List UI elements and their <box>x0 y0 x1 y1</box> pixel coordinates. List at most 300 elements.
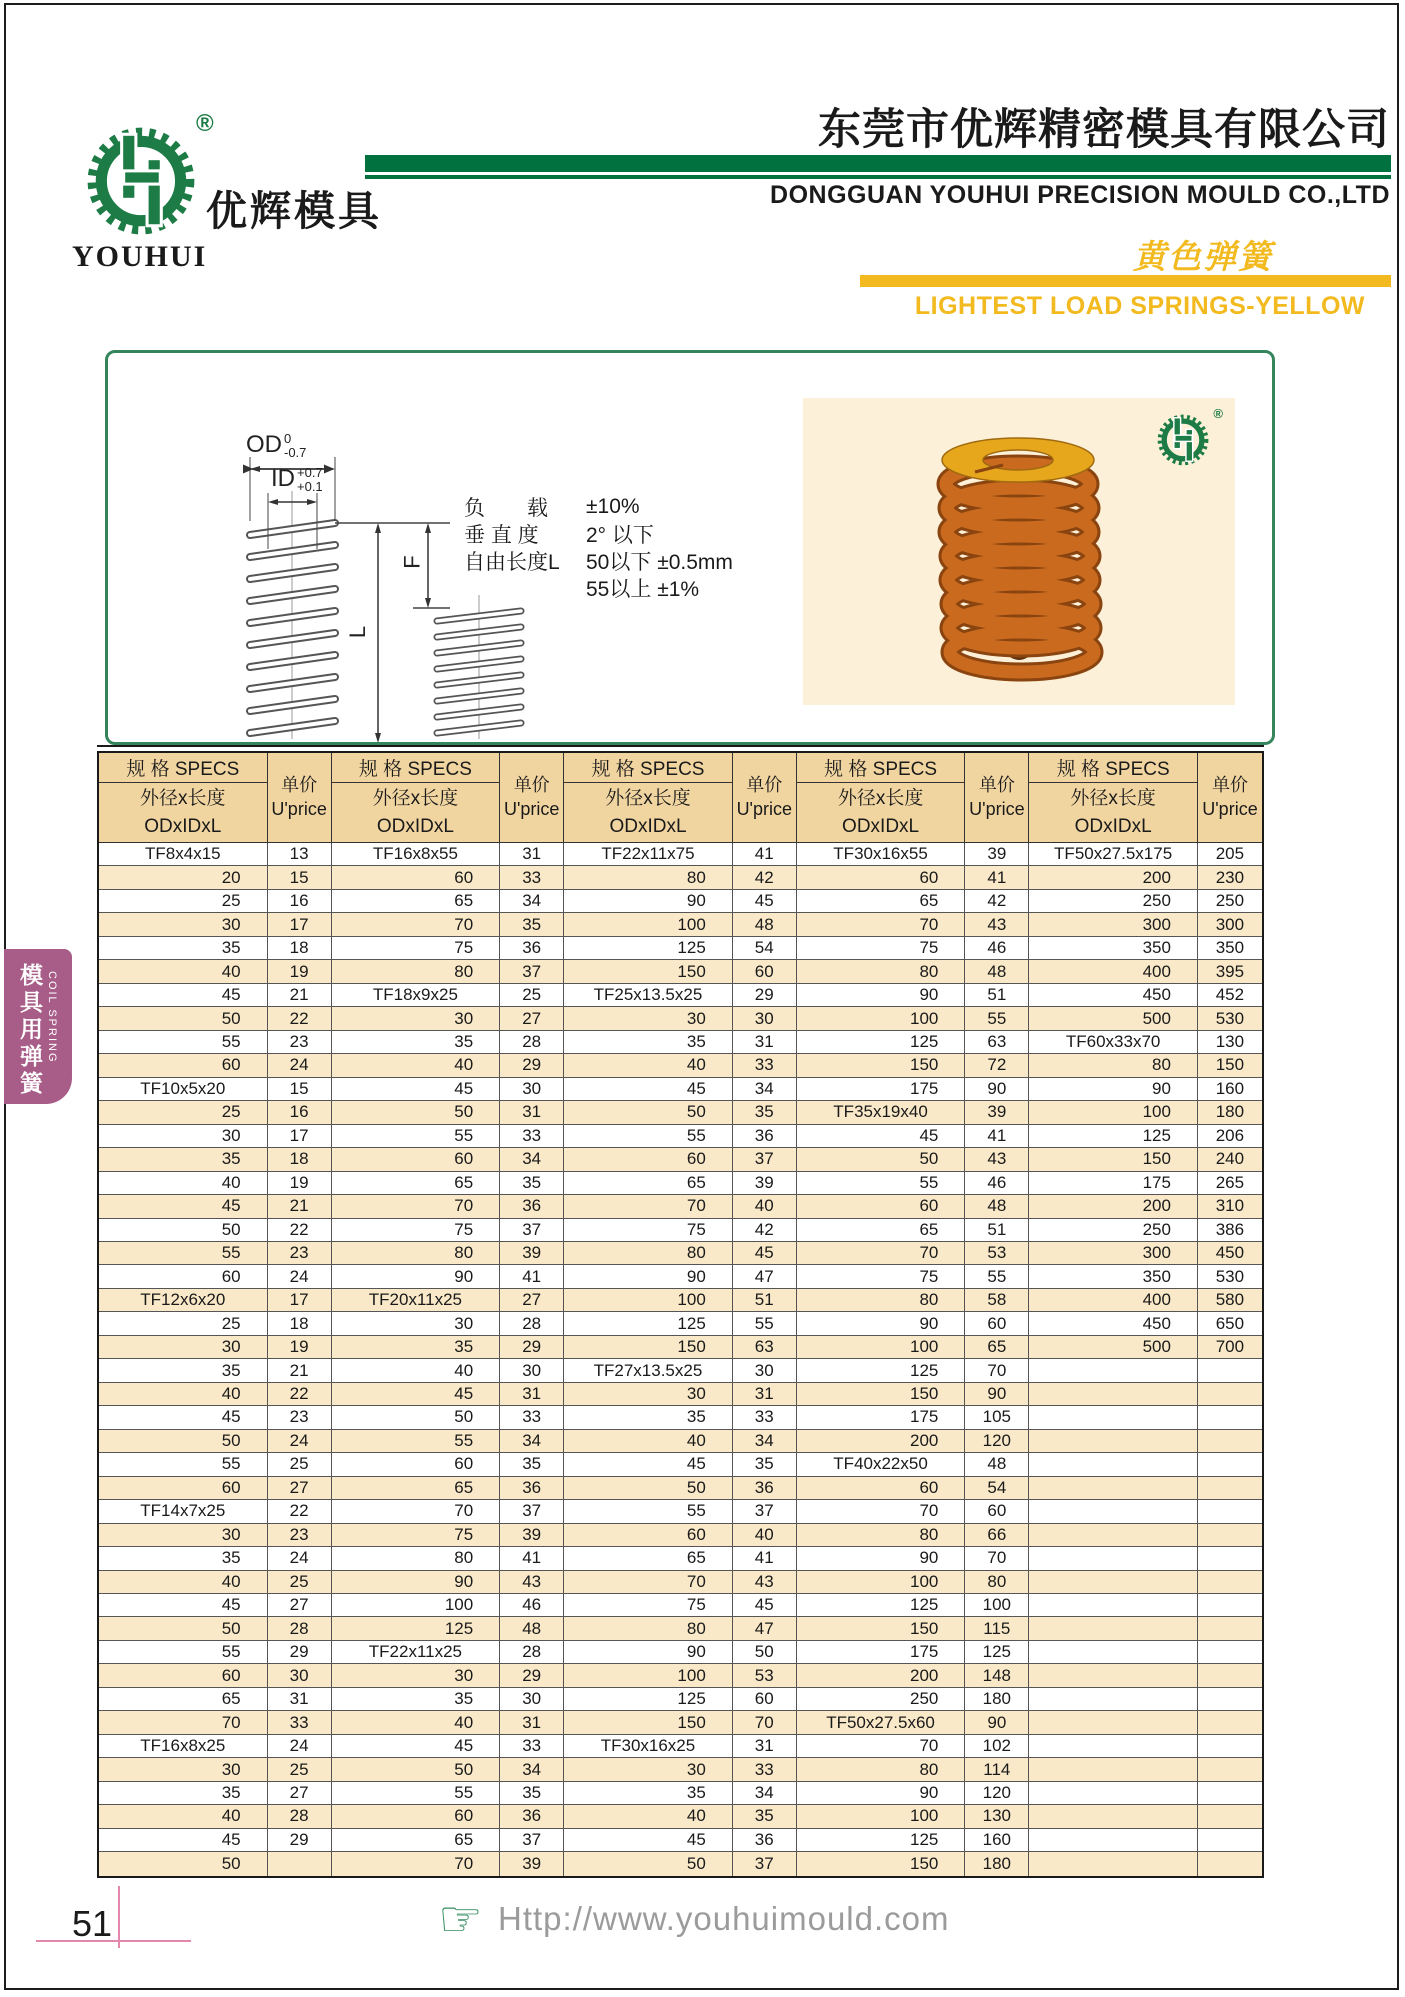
spec-cell: 175 <box>1029 1172 1198 1194</box>
spec-cell: 35 <box>99 1782 268 1804</box>
price-cell: 148 <box>965 1664 1029 1686</box>
col-specs-label: 规 格 SPECS <box>332 753 500 783</box>
table-row <box>99 1101 1262 1124</box>
table-row <box>99 1852 1262 1875</box>
spec-cell: 80 <box>332 960 501 982</box>
price-cell: 36 <box>733 1829 797 1851</box>
spec-cell: 45 <box>332 1383 501 1405</box>
price-cell: 70 <box>965 1359 1029 1381</box>
sidebar-tab-label-cn: 模具用弹簧 <box>17 963 43 1098</box>
price-cell: 13 <box>268 843 332 865</box>
price-cell: 160 <box>1215 1078 1245 1098</box>
spec-cell: 30 <box>99 1758 268 1780</box>
youhui-gear-logo-icon <box>82 118 204 240</box>
spec-cell: TF12x6x20 <box>99 1289 268 1311</box>
price-cell: 27 <box>500 1289 564 1311</box>
spec-cell: 70 <box>797 1735 966 1757</box>
spec-cell: 45 <box>99 1406 268 1428</box>
price-cell <box>1198 1477 1262 1499</box>
logo-text-cn: 优辉模具 <box>206 188 382 234</box>
spec-cell: 125 <box>1029 1125 1198 1147</box>
price-cell: 39 <box>500 1524 564 1546</box>
spec-cell: TF16x8x25 <box>99 1735 268 1757</box>
price-cell: 33 <box>500 1406 564 1428</box>
tolerance-value: ±10% <box>586 494 640 518</box>
spec-cell <box>1029 1688 1198 1710</box>
price-cell <box>268 1852 332 1875</box>
price-cell <box>1198 1782 1262 1804</box>
spec-cell: 30 <box>332 1664 501 1686</box>
spec-cell: 100 <box>564 913 733 935</box>
table-row <box>99 1219 1262 1242</box>
spec-cell: 75 <box>564 1219 733 1241</box>
price-cell: 130 <box>1215 1031 1245 1051</box>
price-cell: 48 <box>965 1453 1029 1475</box>
spec-cell: 50 <box>99 1219 268 1241</box>
spec-cell: 60 <box>332 866 501 888</box>
table-row <box>99 1125 1262 1148</box>
price-cell: 72 <box>965 1054 1029 1076</box>
spec-cell: 150 <box>564 960 733 982</box>
spec-cell: 65 <box>99 1688 268 1710</box>
price-cell: 60 <box>965 1312 1029 1334</box>
price-cell: 130 <box>965 1805 1029 1827</box>
deflection-dimension-label: F <box>399 555 425 569</box>
price-cell: 40 <box>733 1524 797 1546</box>
spec-cell: 50 <box>564 1852 733 1875</box>
spec-cell: 80 <box>332 1547 501 1569</box>
spec-cell: 75 <box>332 1524 501 1546</box>
price-cell: 105 <box>965 1406 1029 1428</box>
price-cell <box>1198 1500 1262 1522</box>
price-cell: 40 <box>733 1195 797 1217</box>
price-cell: 15 <box>268 866 332 888</box>
spec-cell <box>1029 1641 1198 1663</box>
spec-cell: TF16x8x55 <box>332 843 501 865</box>
spec-cell: TF60x33x70 <box>1029 1031 1198 1053</box>
price-cell: 24 <box>268 1265 332 1287</box>
price-cell: 21 <box>268 1359 332 1381</box>
price-cell: 160 <box>965 1829 1029 1851</box>
table-row <box>99 1547 1262 1570</box>
price-cell: 29 <box>500 1664 564 1686</box>
spec-cell: 300 <box>1029 913 1198 935</box>
spec-cell: 175 <box>797 1641 966 1663</box>
spec-cell: 55 <box>797 1172 966 1194</box>
price-cell <box>1198 1594 1262 1616</box>
spec-cell <box>1029 1735 1198 1757</box>
table-row <box>99 1735 1262 1758</box>
spec-cell: 55 <box>99 1641 268 1663</box>
price-cell: 22 <box>268 1500 332 1522</box>
price-cell: 386 <box>1215 1219 1245 1239</box>
price-cell: 580 <box>1215 1290 1245 1310</box>
price-cell: 45 <box>733 890 797 912</box>
spec-cell: 70 <box>99 1711 268 1733</box>
spec-cell: 35 <box>564 1782 733 1804</box>
price-cell: 19 <box>268 1172 332 1194</box>
col-price-label: 单价 U'price <box>500 753 564 842</box>
spec-cell: 50 <box>99 1430 268 1452</box>
price-cell: 22 <box>268 1383 332 1405</box>
table-row <box>99 1265 1262 1288</box>
price-cell: 250 <box>1215 891 1245 911</box>
spec-cell: TF22x11x25 <box>332 1641 501 1663</box>
price-cell <box>1198 1688 1262 1710</box>
spec-cell: 65 <box>332 1477 501 1499</box>
spec-cell <box>1029 1524 1198 1546</box>
price-cell: 34 <box>733 1782 797 1804</box>
spec-cell: 400 <box>1029 960 1198 982</box>
price-cell: 47 <box>733 1265 797 1287</box>
price-cell: 34 <box>500 1430 564 1452</box>
price-cell: 33 <box>500 1125 564 1147</box>
table-row <box>99 1430 1262 1453</box>
spec-cell: 80 <box>797 1289 966 1311</box>
spec-cell <box>1029 1829 1198 1851</box>
spec-cell <box>1029 1547 1198 1569</box>
table-row <box>99 984 1262 1007</box>
spec-cell: 350 <box>1029 937 1198 959</box>
price-cell: 37 <box>733 1500 797 1522</box>
table-top-rule <box>97 745 1264 747</box>
price-cell: 34 <box>500 1758 564 1780</box>
spec-cell: 60 <box>332 1148 501 1170</box>
header-group <box>99 753 332 842</box>
spec-cell: 30 <box>564 1758 733 1780</box>
spec-cell: 75 <box>332 937 501 959</box>
tolerance-label: 自由长度L <box>464 550 560 574</box>
price-cell: 120 <box>965 1430 1029 1452</box>
price-cell: 35 <box>733 1805 797 1827</box>
price-cell <box>1198 1453 1262 1475</box>
table-row <box>99 1711 1262 1734</box>
spec-cell: 125 <box>564 1312 733 1334</box>
price-cell: 39 <box>500 1852 564 1875</box>
spec-cell: 40 <box>99 1383 268 1405</box>
price-cell: 23 <box>268 1031 332 1053</box>
spec-cell: 125 <box>797 1031 966 1053</box>
table-row <box>99 1805 1262 1828</box>
price-cell: 35 <box>500 1782 564 1804</box>
price-cell: 39 <box>733 1172 797 1194</box>
price-cell: 17 <box>268 1125 332 1147</box>
spec-cell: 60 <box>332 1453 501 1475</box>
spec-cell: 400 <box>1029 1289 1198 1311</box>
price-cell: 150 <box>1215 1055 1245 1075</box>
price-cell: 206 <box>1215 1125 1245 1145</box>
spec-cell <box>1029 1711 1198 1733</box>
price-cell: 29 <box>500 1336 564 1358</box>
spec-cell: TF18x9x25 <box>332 984 501 1006</box>
spec-cell: 150 <box>797 1054 966 1076</box>
spec-cell: 90 <box>1029 1078 1198 1100</box>
tolerance-value: 50以下 ±0.5mm <box>586 550 733 574</box>
price-cell: 28 <box>268 1617 332 1639</box>
spec-cell <box>1029 1453 1198 1475</box>
spec-cell: 40 <box>99 1805 268 1827</box>
table-row <box>99 890 1262 913</box>
price-cell: 17 <box>268 1289 332 1311</box>
table-row <box>99 1242 1262 1265</box>
price-table <box>97 745 1264 1878</box>
price-cell: 30 <box>733 1359 797 1381</box>
spec-cell: 40 <box>564 1430 733 1452</box>
spec-cell: 80 <box>564 1617 733 1639</box>
spec-cell: 45 <box>332 1735 501 1757</box>
price-cell: 65 <box>965 1336 1029 1358</box>
price-cell: 41 <box>500 1265 564 1287</box>
spec-cell: 90 <box>332 1571 501 1593</box>
price-cell <box>1198 1383 1262 1405</box>
table-header <box>99 753 1262 843</box>
price-cell: 700 <box>1215 1337 1245 1357</box>
price-cell: 58 <box>965 1289 1029 1311</box>
price-cell: 25 <box>268 1571 332 1593</box>
price-cell: 33 <box>500 866 564 888</box>
header-group <box>797 753 1030 842</box>
price-cell <box>1198 1805 1262 1827</box>
price-cell: 48 <box>733 913 797 935</box>
price-cell: 265 <box>1215 1172 1245 1192</box>
spec-cell: 30 <box>564 1383 733 1405</box>
spec-cell: 65 <box>332 1172 501 1194</box>
price-cell: 55 <box>733 1312 797 1334</box>
price-cell: 17 <box>268 913 332 935</box>
spec-cell: 65 <box>564 1547 733 1569</box>
spec-cell <box>1029 1430 1198 1452</box>
table-row <box>99 1594 1262 1617</box>
spec-cell: 55 <box>99 1031 268 1053</box>
price-cell <box>1198 1359 1262 1381</box>
spec-cell: 55 <box>332 1430 501 1452</box>
price-cell: 46 <box>965 937 1029 959</box>
table-row <box>99 1406 1262 1429</box>
table-row <box>99 960 1262 983</box>
spec-cell: 45 <box>332 1078 501 1100</box>
price-cell: 33 <box>268 1711 332 1733</box>
table-body <box>99 843 1262 1876</box>
spec-cell: 50 <box>99 1852 268 1875</box>
crop-mark-vertical <box>118 1886 120 1948</box>
spec-cell: 30 <box>564 1007 733 1029</box>
spec-cell: 250 <box>1029 1219 1198 1241</box>
spec-cell: 450 <box>1029 1312 1198 1334</box>
spec-cell: 30 <box>99 1524 268 1546</box>
price-cell: 18 <box>268 937 332 959</box>
table-row <box>99 1782 1262 1805</box>
spec-cell <box>1029 1782 1198 1804</box>
spec-cell: 30 <box>99 1336 268 1358</box>
price-cell: 24 <box>268 1735 332 1757</box>
sidebar-tab-label-en: COIL SPRING <box>46 971 58 1064</box>
spec-cell: 55 <box>99 1453 268 1475</box>
spec-cell: 500 <box>1029 1336 1198 1358</box>
spec-cell: 45 <box>99 984 268 1006</box>
col-specs-label: 规 格 SPECS <box>99 753 267 783</box>
spec-cell: 70 <box>564 1195 733 1217</box>
price-cell: 120 <box>965 1782 1029 1804</box>
price-cell: 60 <box>733 1688 797 1710</box>
table-row <box>99 1500 1262 1523</box>
price-cell <box>1198 1758 1262 1780</box>
spec-cell: TF30x16x25 <box>564 1735 733 1757</box>
company-name-cn: 东莞市优辉精密模具有限公司 <box>818 106 1390 154</box>
price-cell: 23 <box>268 1524 332 1546</box>
spec-cell: TF35x19x40 <box>797 1101 966 1123</box>
price-cell: 43 <box>500 1571 564 1593</box>
col-price-label: 单价 U'price <box>268 753 332 842</box>
spec-cell: 40 <box>332 1711 501 1733</box>
price-cell: 36 <box>500 1195 564 1217</box>
price-cell: 21 <box>268 984 332 1006</box>
spec-cell: 50 <box>332 1758 501 1780</box>
website-url[interactable]: Http://www.youhuimould.com <box>498 1900 950 1937</box>
price-cell: 39 <box>965 843 1029 865</box>
price-cell: 46 <box>500 1594 564 1616</box>
spec-cell: 200 <box>1029 866 1198 888</box>
price-cell: 310 <box>1215 1196 1245 1216</box>
spec-cell: 70 <box>797 1500 966 1522</box>
spec-cell: 175 <box>797 1406 966 1428</box>
col-size-label: 外径x长度 ODxIDxL <box>140 787 226 837</box>
price-cell <box>1198 1852 1262 1875</box>
spec-cell: 25 <box>99 890 268 912</box>
spec-cell: 90 <box>564 890 733 912</box>
price-cell: 180 <box>1215 1102 1245 1122</box>
tolerance-label: 负 载 <box>464 496 548 520</box>
spec-cell: TF10x5x20 <box>99 1078 268 1100</box>
table-row <box>99 1453 1262 1476</box>
spec-cell: 50 <box>332 1406 501 1428</box>
price-cell: 240 <box>1215 1149 1245 1169</box>
page-number: 51 <box>72 1903 113 1944</box>
table-row <box>99 1383 1262 1406</box>
price-cell: 39 <box>965 1101 1029 1123</box>
price-cell: 29 <box>733 984 797 1006</box>
table-row <box>99 1758 1262 1781</box>
price-cell: 80 <box>965 1571 1029 1593</box>
spec-cell: 35 <box>564 1031 733 1053</box>
col-size-label: 外径x长度 ODxIDxL <box>372 787 459 837</box>
table-row <box>99 1054 1262 1077</box>
col-size-label: 外径x长度 ODxIDxL <box>605 787 691 837</box>
price-cell: 450 <box>1215 1243 1245 1263</box>
spec-cell: 35 <box>99 937 268 959</box>
table-row <box>99 1617 1262 1640</box>
spec-cell: 70 <box>564 1571 733 1593</box>
table-row <box>99 1148 1262 1171</box>
price-cell: 41 <box>733 1547 797 1569</box>
spec-cell: TF50x27.5x175 <box>1029 843 1198 865</box>
spec-cell: TF22x11x75 <box>564 843 733 865</box>
logo-text-en: YOUHUI <box>72 240 208 273</box>
spec-cell: 300 <box>1029 1242 1198 1264</box>
spec-cell: 150 <box>564 1711 733 1733</box>
price-cell: 19 <box>268 1336 332 1358</box>
price-cell: 51 <box>965 984 1029 1006</box>
spec-cell: 35 <box>564 1406 733 1428</box>
sidebar-tab-coil-spring <box>4 949 72 1104</box>
spec-cell: 200 <box>797 1664 966 1686</box>
col-price-label: 单价 U'price <box>1202 775 1258 819</box>
price-cell: 55 <box>965 1265 1029 1287</box>
spec-cell: 65 <box>797 890 966 912</box>
spec-cell: 55 <box>332 1782 501 1804</box>
price-cell <box>1198 1430 1262 1452</box>
spec-cell: 100 <box>564 1289 733 1311</box>
spec-cell: 55 <box>564 1500 733 1522</box>
table-row <box>99 913 1262 936</box>
spec-cell: 70 <box>332 1195 501 1217</box>
spec-cell: 80 <box>564 866 733 888</box>
tolerance-value: 55以上 ±1% <box>586 577 700 601</box>
price-cell: 34 <box>733 1078 797 1100</box>
spec-cell: 70 <box>332 1500 501 1522</box>
page-title-en: LIGHTEST LOAD SPRINGS-YELLOW <box>914 292 1365 320</box>
price-cell: 51 <box>965 1219 1029 1241</box>
spec-cell: 45 <box>564 1829 733 1851</box>
spec-cell: 70 <box>332 913 501 935</box>
table-row <box>99 1477 1262 1500</box>
spec-cell: 35 <box>332 1688 501 1710</box>
price-cell: 30 <box>500 1359 564 1381</box>
spec-cell: 40 <box>564 1805 733 1827</box>
table-row <box>99 1829 1262 1852</box>
spec-cell: TF25x13.5x25 <box>564 984 733 1006</box>
price-cell: 180 <box>965 1852 1029 1875</box>
price-cell: 43 <box>733 1571 797 1593</box>
spec-cell: 125 <box>797 1829 966 1851</box>
spec-cell: TF8x4x15 <box>99 843 268 865</box>
spec-cell: 100 <box>797 1571 966 1593</box>
price-cell: 452 <box>1215 985 1245 1005</box>
col-specs-label: 规 格 SPECS <box>1029 753 1197 783</box>
pointing-hand-icon: ☞ <box>438 1891 483 1947</box>
price-cell: 45 <box>733 1242 797 1264</box>
spec-cell: 90 <box>564 1641 733 1663</box>
price-cell: 29 <box>500 1054 564 1076</box>
col-specs-label: 规 格 SPECS <box>797 753 965 783</box>
price-cell: 19 <box>268 960 332 982</box>
spec-cell: 35 <box>332 1336 501 1358</box>
spec-cell: 100 <box>797 1805 966 1827</box>
spec-cell: 50 <box>332 1101 501 1123</box>
price-cell: 230 <box>1215 867 1245 887</box>
registered-trademark-small: ® <box>1213 406 1223 421</box>
spec-cell: 45 <box>564 1453 733 1475</box>
table-row <box>99 1524 1262 1547</box>
col-size-label: 外径x长度 ODxIDxL <box>1070 787 1156 837</box>
price-cell: 45 <box>733 1594 797 1616</box>
table-row <box>99 866 1262 889</box>
price-cell: 114 <box>965 1758 1029 1780</box>
price-cell: 23 <box>268 1406 332 1428</box>
table-row <box>99 1641 1262 1664</box>
price-cell <box>1198 1547 1262 1569</box>
price-cell: 205 <box>1215 844 1245 864</box>
spec-cell: 60 <box>564 1148 733 1170</box>
id-dimension-label: ID +0.7 +0.1 <box>271 465 323 495</box>
spec-cell: 50 <box>797 1148 966 1170</box>
spec-cell: 150 <box>797 1852 966 1875</box>
spec-cell: 30 <box>332 1007 501 1029</box>
price-cell: 33 <box>733 1054 797 1076</box>
spec-cell: 200 <box>1029 1195 1198 1217</box>
spec-cell: 80 <box>564 1242 733 1264</box>
spec-cell: TF20x11x25 <box>332 1289 501 1311</box>
page-title-cn: 黄色弹簧 <box>1133 238 1273 275</box>
